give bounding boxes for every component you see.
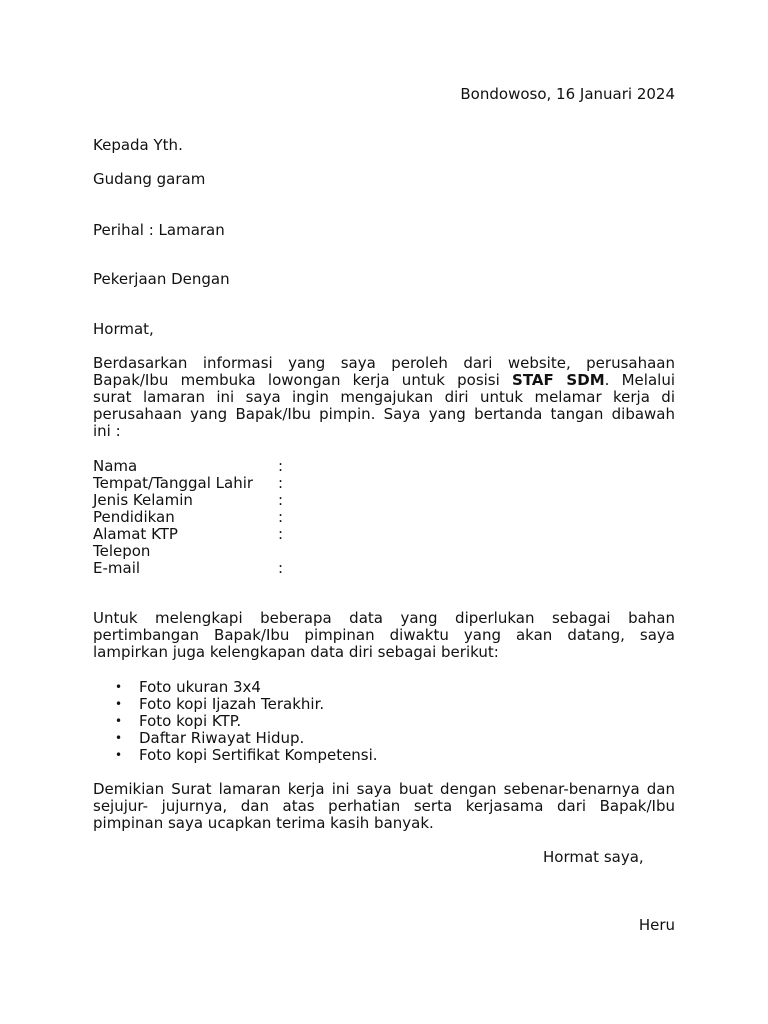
bullet-icon: • [115, 731, 123, 745]
list-item [115, 713, 378, 730]
list-item [115, 747, 378, 764]
field-colon: : [278, 474, 284, 492]
closing-line: pimpinan saya ucapkan terima kasih banyak. [93, 814, 434, 832]
bullet-icon: • [115, 680, 123, 694]
attachment-intro-line: Untuk melengkapi beberapa data yang diperlukan sebagai bahan [93, 609, 675, 627]
field-colon: : [278, 525, 284, 543]
attachment-label: Foto ukuran 3x4 [139, 678, 261, 696]
field-label: Nama [93, 457, 138, 475]
attachment-label: Foto kopi Sertifikat Kompetensi. [139, 746, 378, 764]
field-colon: : [278, 457, 284, 475]
field-colon: : [278, 508, 284, 526]
field-label: E-mail [93, 559, 141, 577]
recipient-greeting: Kepada Yth. [93, 136, 183, 154]
intro-line: perusahaan yang Bapak/Ibu pimpin. Saya yang bertanda tangan dibawah [93, 405, 675, 423]
bullet-icon: • [115, 697, 123, 711]
closing-paragraph [93, 781, 675, 832]
closing-line: Demikian Surat lamaran kerja ini saya buat dengan sebenar-benarnya dan [93, 780, 675, 798]
subject-line: Perihal : Lamaran [93, 221, 225, 239]
field-label: Telepon [93, 542, 151, 560]
attachment-intro-paragraph [93, 610, 675, 661]
intro-paragraph [93, 355, 675, 440]
intro-line: surat lamaran ini saya ingin mengajukan diri untuk melamar kerja di [93, 388, 675, 406]
intro-text: Bapak/Ibu membuka lowongan kerja untuk posisi [93, 371, 500, 389]
bullet-icon: • [115, 714, 123, 728]
position-title: STAF SDM [512, 371, 605, 389]
field-colon: : [278, 559, 284, 577]
list-item [115, 696, 378, 713]
field-colon: : [278, 491, 284, 509]
bullet-icon: • [115, 748, 123, 762]
attachment-label: Foto kopi KTP. [139, 712, 242, 730]
recipient-company: Gudang garam [93, 170, 206, 188]
attachment-label: Foto kopi Ijazah Terakhir. [139, 695, 325, 713]
closing-line: sejujur- jujurnya, dan atas perhatian serta kerjasama dari Bapak/Ibu [93, 797, 675, 815]
intro-line [93, 372, 675, 389]
subject-continuation: Pekerjaan Dengan [93, 270, 230, 288]
field-label: Jenis Kelamin [93, 491, 193, 509]
attachment-intro-line: lampirkan juga kelengkapan data diri sebagai berikut: [93, 643, 499, 661]
signoff: Hormat saya, [543, 848, 644, 866]
attachment-label: Daftar Riwayat Hidup. [139, 729, 305, 747]
list-item [115, 679, 378, 696]
field-label: Pendidikan [93, 508, 175, 526]
salutation: Hormat, [93, 320, 154, 338]
place-date: Bondowoso, 16 Januari 2024 [460, 85, 675, 103]
field-label: Alamat KTP [93, 525, 178, 543]
attachment-intro-line: pertimbangan Bapak/Ibu pimpinan diwaktu yang akan datang, saya [93, 626, 675, 644]
intro-line: ini : [93, 422, 121, 440]
intro-line: Berdasarkan informasi yang saya peroleh dari website, perusahaan [93, 354, 675, 372]
signature-name: Heru [638, 916, 675, 934]
field-label: Tempat/Tanggal Lahir [93, 474, 254, 492]
intro-text: . Melalui [604, 371, 675, 389]
attachment-list [115, 679, 378, 764]
list-item [115, 730, 378, 747]
